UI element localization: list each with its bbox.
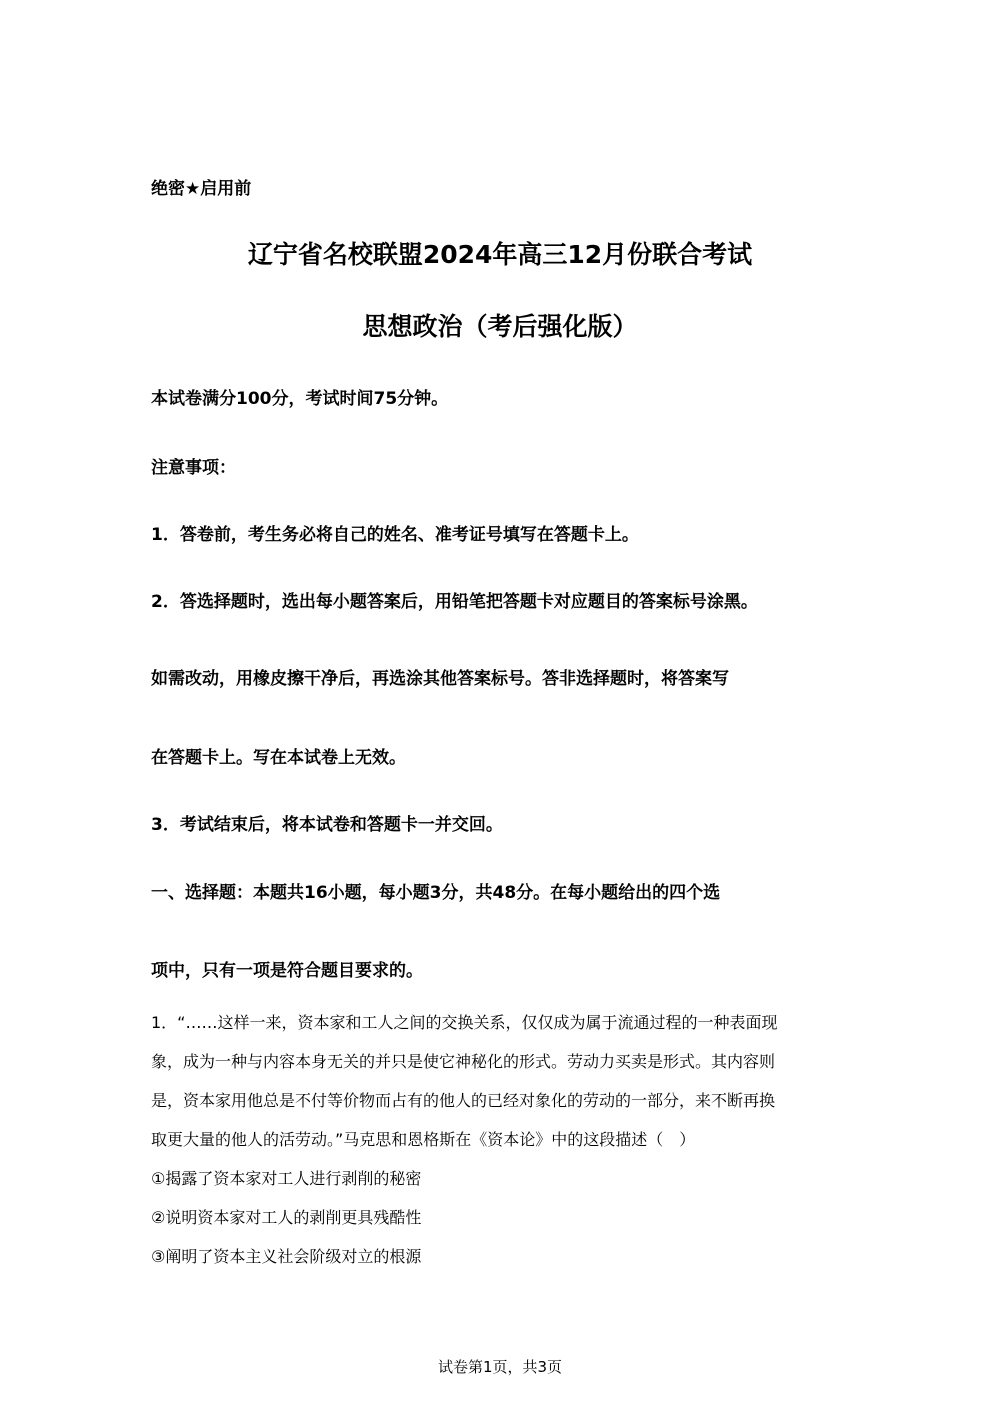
question-1-stem-line-2: 象，成为一种与内容本身无关的并只是使它神秘化的形式。劳动力买卖是形式。其内容则 bbox=[151, 1052, 776, 1071]
exam-subtitle: 思想政治（考后强化版） bbox=[362, 312, 638, 341]
notice-item-2-line-2: 如需改动，用橡皮擦干净后，再选涂其他答案标号。答非选择题时，将答案写 bbox=[151, 669, 729, 689]
question-1-stem-line-3: 是，资本家用他总是不付等价物而占有的他人的已经对象化的劳动的一部分，来不断再换 bbox=[151, 1091, 776, 1110]
question-1-option-3: ③阐明了资本主义社会阶级对立的根源 bbox=[151, 1247, 422, 1266]
notice-heading: 注意事项： bbox=[151, 458, 236, 478]
exam-title: 辽宁省名校联盟2024年高三12月份联合考试 bbox=[247, 240, 753, 269]
question-1-stem-line-1: 1．“……这样一来，资本家和工人之间的交换关系，仅仅成为属于流通过程的一种表面现 bbox=[151, 1013, 778, 1032]
notice-item-2-line-3: 在答题卡上。写在本试卷上无效。 bbox=[151, 748, 406, 768]
question-1-stem-line-4: 取更大量的他人的活劳动。”马克思和恩格斯在《资本论》中的这段描述（ ） bbox=[151, 1130, 696, 1149]
secret-label: 绝密★启用前 bbox=[151, 179, 252, 199]
question-1-option-2: ②说明资本家对工人的剥削更具残酷性 bbox=[151, 1208, 422, 1227]
notice-item-2-line-1: 2．答选择题时，选出每小题答案后，用铅笔把答题卡对应题目的答案标号涂黑。 bbox=[151, 592, 758, 612]
notice-item-1: 1．答卷前，考生务必将自己的姓名、准考证号填写在答题卡上。 bbox=[151, 525, 639, 545]
section-heading-line-1: 一、选择题：本题共16小题，每小题3分，共48分。在每小题给出的四个选 bbox=[151, 883, 721, 903]
notice-item-3: 3．考试结束后，将本试卷和答题卡一并交回。 bbox=[151, 815, 503, 835]
section-heading-line-2: 项中，只有一项是符合题目要求的。 bbox=[151, 961, 423, 981]
page-footer: 试卷第1页，共3页 bbox=[437, 1358, 563, 1376]
question-1-option-1: ①揭露了资本家对工人进行剥削的秘密 bbox=[151, 1169, 422, 1188]
score-time-note: 本试卷满分100分，考试时间75分钟。 bbox=[151, 389, 449, 409]
